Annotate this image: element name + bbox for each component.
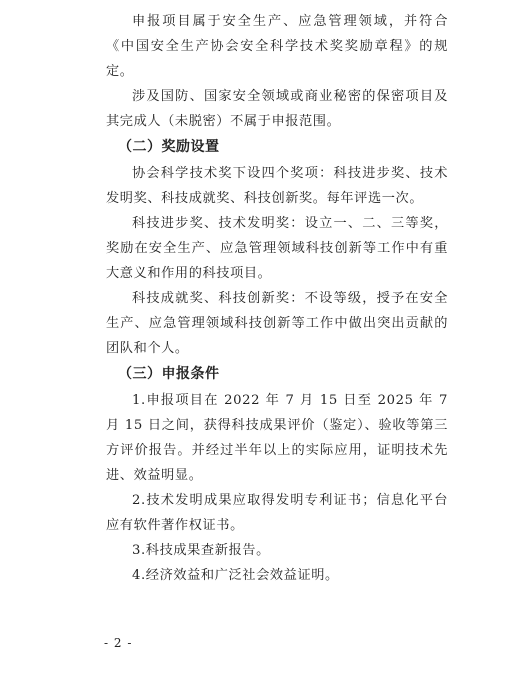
paragraph-condition-4: 4.经济效益和广泛社会效益证明。 — [132, 568, 339, 583]
paragraph-progress-invention-awards: 科技进步奖、技术发明奖：设立一、二、三等奖，奖励在安全生产、应急管理领域科技创新等工作中有重大意义和作用的科技项目。 — [106, 216, 448, 281]
paragraph-achievement-innovation-awards: 科技成就奖、科技创新奖：不设等级，授予在安全生产、应急管理领域科技创新等工作中做出突出贡献的团队和个人。 — [106, 291, 448, 356]
paragraph-scope-rule: 申报项目属于安全生产、应急管理领域，并符合《中国安全生产协会安全科学技术奖奖励章程》的规定。 — [106, 14, 448, 79]
paragraph-condition-2: 2.技术发明成果应取得发明专利证书；信息化平台应有软件著作权证书。 — [106, 493, 448, 533]
paragraph-exclusion-rule: 涉及国防、国家安全领域或商业秘密的保密项目及其完成人（未脱密）不属于申报范围。 — [106, 89, 448, 129]
paragraph-award-categories: 协会科学技术奖下设四个奖项：科技进步奖、技术发明奖、科技成就奖、科技创新奖。每年评选一次。 — [106, 166, 448, 206]
section-heading-application-conditions: （三）申报条件 — [118, 366, 220, 382]
paragraph-condition-3: 3.科技成果查新报告。 — [132, 543, 270, 558]
paragraph-condition-1: 1.申报项目在 2022 年 7 月 15 日至 2025 年 7 月 15 日之间，获得科技成果评价（鉴定）、验收等第三方评价报告。并经过半年以上的实际应用，证明技术先进、效益明显。 — [106, 393, 448, 483]
section-heading-award-settings: （二）奖励设置 — [118, 139, 220, 155]
page-number: - 2 - — [104, 636, 133, 650]
document-body — [106, 9, 448, 588]
